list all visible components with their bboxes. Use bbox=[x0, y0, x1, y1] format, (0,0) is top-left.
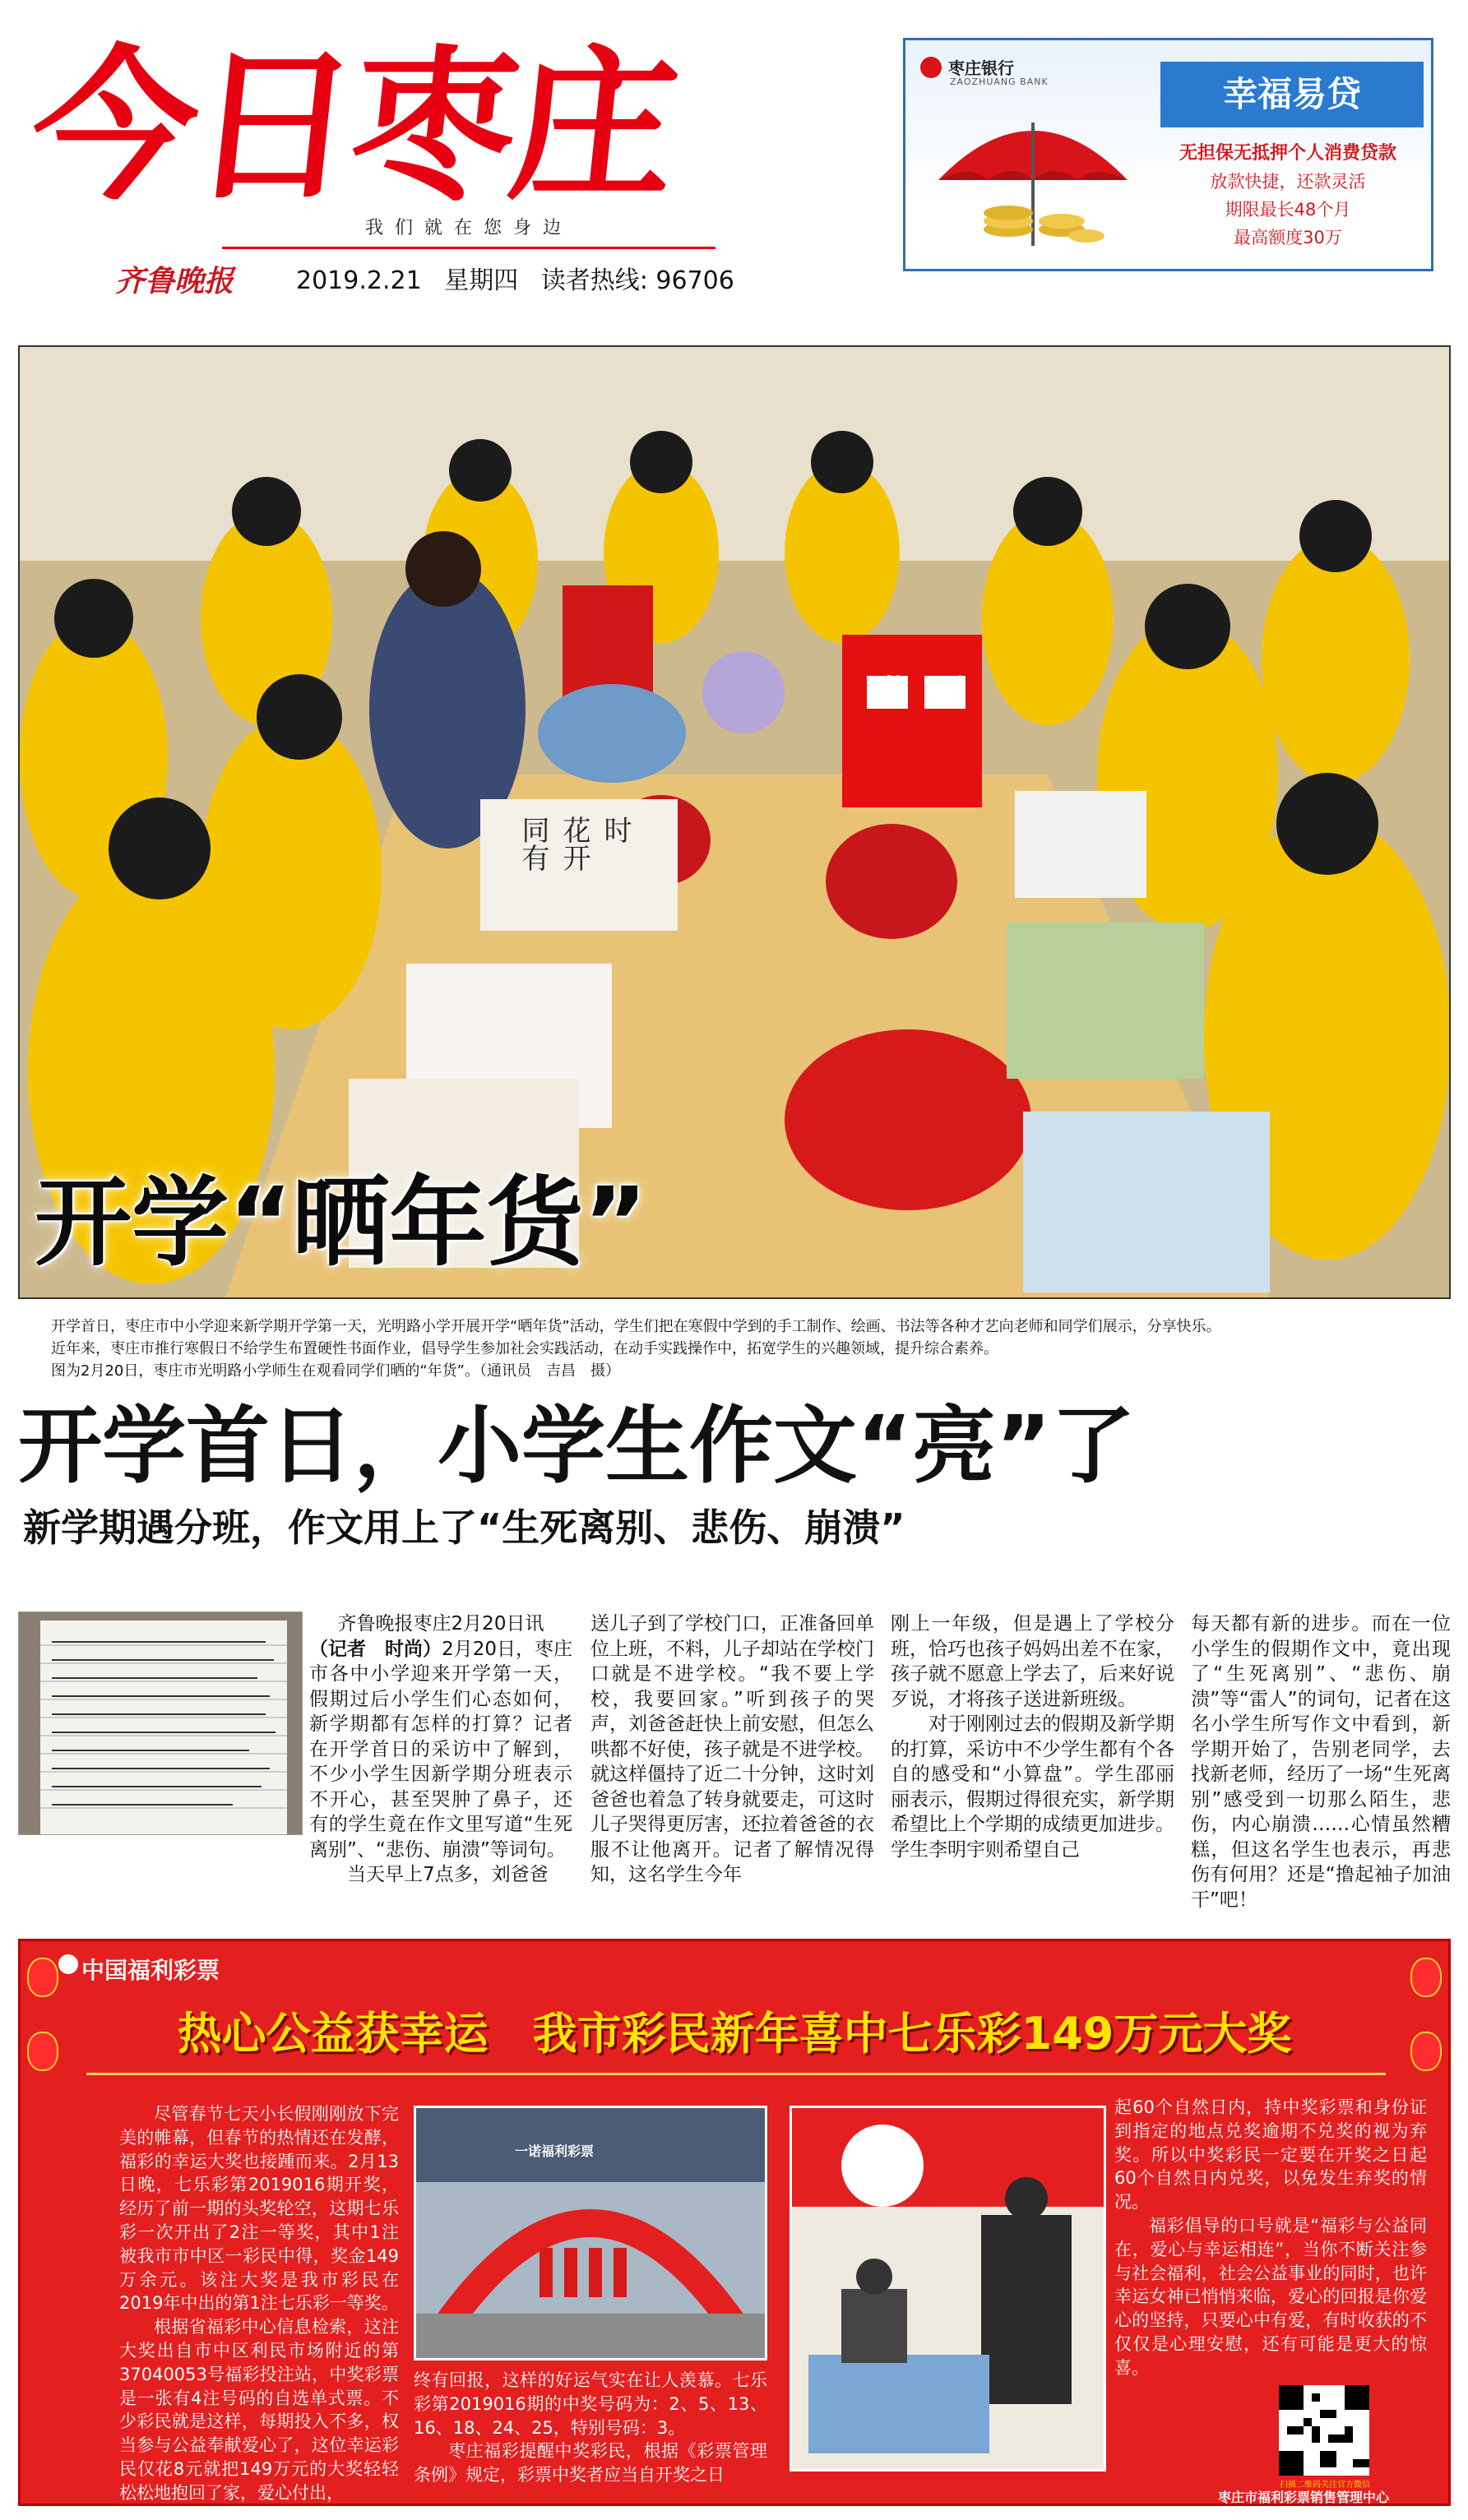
article-byline: 齐鲁晚报枣庄2月20日讯 bbox=[337, 1613, 544, 1635]
notebook-illustration bbox=[19, 1612, 302, 1834]
article-column-2 bbox=[590, 1611, 874, 1888]
ad-line: 无担保无抵押个人消费贷款 bbox=[1179, 143, 1396, 164]
article-column-4 bbox=[1191, 1611, 1451, 1912]
article-headline: 开学首日，小学生作文“亮”了 bbox=[18, 1398, 1136, 1496]
bank-logo-icon bbox=[920, 57, 942, 78]
article-paragraph: 送儿子到了学校门口，正准备回单位上班，不料，儿子却站在学校门口就是不进学校。“我不要上学校，我要回家。”听到孩子的哭声，刘爸爸赶快上前安慰，但怎么哄都不好使，孩子就是不进学校。就这样僵持了近二十分钟，这时刘爸爸也着急了转身就要走，可这时儿子哭得更厉害，还拉着爸爸的衣服不让他离开。记者了解情况得知，这名学生今年 bbox=[590, 1613, 874, 1885]
lottery-logo-text: 中国福利彩票 bbox=[81, 1957, 220, 1984]
article-paragraph: 每天都有新的进步。而在一位小学生的假期作文中，竟出现了“生死离别”、“悲伤、崩溃”等“雷人”的词句，记者在这名小学生所写作文中看到，新学期开始了，告别老同学，去找新老师，经历了一场“生死离别”感受到一切那么陌生，悲伤，内心崩溃……心情虽然糟糕，但这名学生也表示，再悲伤有何用？还是“撸起袖子加油干”吧！ bbox=[1191, 1613, 1451, 1911]
reader-hotline: 读者热线: 96706 bbox=[540, 266, 734, 295]
lottery-feature bbox=[18, 1939, 1451, 2506]
calligraphy-text: 时 bbox=[599, 816, 632, 844]
lantern-character: 乐 bbox=[941, 674, 966, 703]
bank-advertisement[interactable] bbox=[903, 38, 1433, 271]
article-column-3 bbox=[891, 1611, 1174, 1862]
lottery-paragraph: 福彩倡导的口号就是“福彩与公益同在，爱心与幸运相连”，当你不断关注参与社会福利，社会公益事业的同时，也许幸运女神已悄悄来临，爱心的回报是你爱心的坚持，只要心中有爱，有时收获的不仅仅是心理安慰，还有可能是更大的惊喜。 bbox=[1114, 2215, 1427, 2378]
caption-line: 开学首日，枣庄市中小学迎来新学期开学第一天，光明路小学开展开学“晒年货”活动，学生们把在寒假中学到的手工制作、绘画、书法等各种才艺向老师和同学们展示，分享快乐。 bbox=[51, 1318, 1221, 1335]
lottery-column-1 bbox=[119, 2102, 399, 2505]
caption-line: 近年来，枣庄市推行寒假日不给学生布置硬性书面作业，倡导学生参加社会实践活动，在动手实践操作中，拓宽学生的兴趣领域，提升综合素养。 bbox=[51, 1340, 998, 1357]
ad-line: 放款快捷，还款灵活 bbox=[1210, 172, 1366, 192]
partner-logo: 齐鲁晚报 bbox=[115, 264, 234, 298]
caption-line: 图为2月20日，枣庄市光明路小学师生在观看同学们晒的“年货”。（通讯员 吉昌 摄） bbox=[51, 1362, 621, 1380]
welfare-lottery-logo-icon bbox=[58, 1954, 78, 1974]
photo-headline: 开学“晒年货” bbox=[35, 1166, 648, 1279]
lottery-paragraph: 起60个自然日内，持中奖彩票和身份证到指定的地点兑奖逾期不兑奖的视为弃奖。所以中奖彩民一定要在开奖之日起60个自然日内兑奖，以免发生弃奖的情况。 bbox=[1114, 2097, 1427, 2213]
lantern-icon bbox=[27, 1958, 58, 1997]
ad-title: 幸福易贷 bbox=[1160, 62, 1424, 127]
arch-sign: 一诺福利彩票 bbox=[515, 2143, 595, 2159]
masthead-divider bbox=[222, 247, 715, 249]
lottery-column-3 bbox=[1114, 2096, 1427, 2380]
bank-name-en: ZAOZHUANG BANK bbox=[950, 76, 1049, 87]
main-photo bbox=[18, 345, 1451, 1299]
masthead-tagline: 我们就在您身边 bbox=[364, 218, 572, 238]
qr-caption: 扫描二维码关注官方微信 bbox=[1280, 2481, 1370, 2490]
article-paragraph: 对于刚刚过去的假期及新学期的打算，采访中不少学生都有个各自的感受和“小算盘”。学生邵丽丽表示，假期过得很充实，新学期希望比上个学期的成绩更加进步。学生李明宇则希望自己 bbox=[891, 1713, 1174, 1861]
article-paragraph: 当天早上7点多，刘爸爸 bbox=[347, 1864, 549, 1885]
article-subheadline: 新学期遇分班，作文用上了“生死离别、悲伤、崩溃” bbox=[23, 1505, 905, 1550]
article-reporter: （记者 时尚） bbox=[309, 1638, 442, 1660]
qr-code-pattern bbox=[1279, 2385, 1369, 2476]
lantern-character: 快 bbox=[883, 674, 908, 703]
lottery-organization: 枣庄市福利彩票销售管理中心 bbox=[1217, 2490, 1389, 2505]
photo-caption bbox=[51, 1315, 1416, 1382]
calligraphy-text: 花开 bbox=[558, 816, 590, 872]
lottery-shop-photo bbox=[790, 2106, 1106, 2471]
lottery-event-photo bbox=[414, 2106, 767, 2360]
lottery-headline: 热心公益获幸运 我市彩民新年喜中七乐彩149万元大奖 bbox=[177, 2008, 1292, 2060]
date-line bbox=[296, 260, 749, 303]
lottery-column-2 bbox=[414, 2369, 767, 2487]
lottery-divider bbox=[86, 2073, 1386, 2075]
lottery-paragraph: 根据省福彩中心信息检索，这注大奖出自市中区利民市场附近的第37040053号福彩投注站，中奖彩票是一张有4注号码的自选单式票。不少彩民就是这样，每期投入不多，权当参与公益奉献爱心了，这位幸运彩民仅花8元就把149万元的大奖轻轻松松地抱回了家，爱心付出， bbox=[119, 2317, 399, 2503]
ad-line: 期限最长48个月 bbox=[1225, 200, 1351, 220]
ad-line: 最高额度30万 bbox=[1234, 228, 1342, 247]
qr-code[interactable] bbox=[1279, 2385, 1369, 2476]
lottery-paragraph: 枣庄福彩提醒中奖彩民，根据《彩票管理条例》规定，彩票中奖者应当自开奖之日 bbox=[414, 2441, 767, 2485]
masthead-title: 今日枣庄 bbox=[22, 31, 682, 223]
lantern-icon bbox=[1410, 1958, 1442, 1997]
article-paragraph: 刚上一年级，但是遇上了学校分班，恰巧也孩子妈妈出差不在家，孩子就不愿意上学去了，后来好说歹说，才将孩子送进新班级。 bbox=[891, 1613, 1174, 1710]
umbrella-coins-illustration bbox=[922, 90, 1144, 254]
lottery-paragraph: 尽管春节七天小长假刚刚放下完美的帷幕，但春节的热情还在发酵，福彩的幸运大奖也接踵而来。2月13日晚，七乐彩第2019016期开奖，经历了前一期的头奖轮空，这期七乐彩一次开出了2注一等奖，其中1注被我市市中区一彩民中得，奖金149万余元。该注大奖是我市彩民在2019年中出的第1注七乐彩一等奖。 bbox=[119, 2104, 399, 2314]
bank-name: 枣庄银行 bbox=[948, 58, 1014, 78]
issue-weekday: 星期四 bbox=[444, 266, 519, 295]
issue-date: 2019.2.21 bbox=[296, 266, 422, 295]
article-column-1 bbox=[309, 1611, 572, 1888]
article-paragraph: 2月20日，枣庄市各中小学迎来开学第一天，假期过后小学生们心态如何，新学期都有怎样的打算？记者在开学首日的采访中了解到，不少小学生因新学期分班表示不开心，甚至哭肿了鼻子，还有的学生竟在作文里写道“生死离别”、“悲伤、崩溃”等词句。 bbox=[309, 1638, 573, 1861]
calligraphy-text: 同有 bbox=[516, 816, 549, 872]
classroom-photo-illustration bbox=[20, 347, 1449, 1297]
lottery-shop-illustration bbox=[792, 2108, 1104, 2469]
essay-notebook-photo bbox=[18, 1611, 303, 1835]
lottery-paragraph: 终有回报，这样的好运气实在让人羡慕。七乐彩第2019016期的中奖号码为：2、5、13、16、18、24、25，特别号码：3。 bbox=[414, 2370, 767, 2438]
